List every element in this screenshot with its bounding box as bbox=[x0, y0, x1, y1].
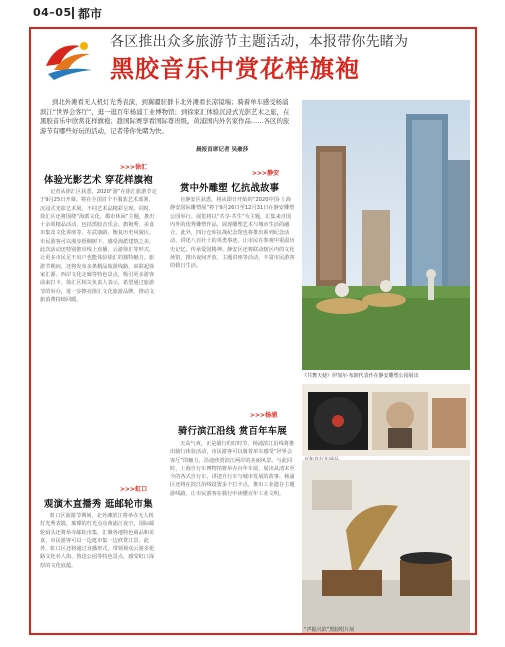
section-title: 观演木直播秀 逛邮轮市集 bbox=[44, 499, 153, 510]
district-tag: >>>虹口 bbox=[120, 486, 148, 493]
lead-paragraph: 到北外滩看无人机灯光秀表演，到翼疆驻群卡北外滩看长凉镜端；骑着单车感受杨浦滨江“世界会客厅”，逛一逛百年杨浦工业博物馆；到徐家汇体验沉浸式光影艺术之旅，在黑胶音乐中欣赏花样旗袍；趁国际赛享看国际尊贵级。黄浦国内外名家作品……各区的旅游节有哪些好玩的活动，记者带你先睹为快。 bbox=[40, 98, 290, 135]
section-name: 都市 bbox=[78, 7, 103, 21]
headline-title: 黑胶音乐中赏花样旗袍 bbox=[110, 55, 360, 83]
section-title: 骑行滨江沿线 赏百年车展 bbox=[178, 426, 287, 437]
gramophone-exhibit-photo bbox=[302, 460, 470, 633]
district-tag: >>>徐汇 bbox=[120, 164, 148, 171]
headline-subtitle: 各区推出众多旅游节主题活动，本报带你先睹为 bbox=[110, 34, 409, 50]
section-title: 赏中外雕塑 忆抗战故事 bbox=[180, 183, 280, 194]
photo-caption: 《共舞天使》伊加尔·布朗代表作在静安雕塑公园展出 bbox=[302, 373, 419, 379]
article-body: 自静安区获悉，将从即日开始的“2020中国·上海静安国际雕塑展”将于9月26日至12月31日在静安雕塑公园举行。展览将以“共享·共生”为主题，汇集来自国内外的优秀雕塑作品，展现雕塑艺术与城市生活的融合。此外，四行仓库抗战纪念馆也将推出系列纪念活动，讲述八百壮士的英勇事迹，让市民在参观中重温历史记忆、传承爱国精神。静安区还将联动辖区内的文化场馆，推出夜间开放、主题讲座等活动，丰富市民游客的假日生活。 bbox=[170, 197, 295, 270]
article-body: 天高气爽，正是骑行的好时节。杨浦滨江沿线将推出骑行体验活动，市民游客可以骑着单车感受“世界会客厅”的魅力，沿途欣赏滨江两岸的美丽风景。与此同时，上海自行车博物馆将举办百年车展，展出从清末至今的各式自行车，讲述自行车与城市发展的故事。杨浦区还将在滨江沿线设置多个打卡点，推出工业遗存主题游线路，让市民游客在骑行中读懂百年工业文明。 bbox=[170, 441, 295, 497]
page-number: 04–05 bbox=[33, 6, 72, 19]
page-header bbox=[0, 0, 505, 24]
record-illustration bbox=[302, 384, 470, 456]
section-title: 体验光影艺术 穿花样旗袍 bbox=[44, 175, 153, 186]
sculpture-park-photo bbox=[302, 100, 470, 370]
gramophone-illustration bbox=[302, 460, 470, 633]
photo-caption: “声振兴滨”黑胶唱片展 bbox=[304, 627, 355, 633]
district-tag: >>>杨浦 bbox=[250, 412, 278, 419]
header-divider bbox=[72, 7, 74, 19]
article-body: 虹口区旅游节期间，北外滩滨江将举办无人机灯光秀表演，璀璨的灯光点亮黄浦江夜空。国际邮轮码头还将举办邮轮市集，汇聚各地特色商品和美食，市民游客可以一边逛市集一边欣赏江景。此外，虹口区还将通过直播形式，带领观众云游多伦路文化名人街、鲁迅公园等特色景点，感受虹口深厚的文化底蕴。 bbox=[40, 513, 155, 569]
sculpture-park-illustration bbox=[302, 100, 470, 370]
tourism-festival-logo bbox=[40, 36, 96, 84]
record-exhibit-photo bbox=[302, 384, 470, 456]
lead-credit: 晨报首席记者 吴豪莎 bbox=[196, 147, 249, 153]
article-body: 记者从徐汇区获悉，2020“游”在徐汇旅游节定于9月25日开幕。将在全国首个不服装艺术部署、沉浸式光影艺术展，不同艺术品精彩呈现。同时，徐汇区还将围绕“海派文化、都市休闲”主题，推出十余项精品活动，包括黑胶音乐会、旗袍秀、美食市集及文化讲座等。在武康路、衡复历史风貌区，市民游客可以漫步梧桐树下，感受海派建筑之美。此次活动还特别推出线上直播、云游徐汇等形式，让更多市民足不出户也能体验徐汇的独特魅力。旅游节期间，还将发布多条精品旅游线路，串联起徐家汇源、西岸文化走廊等特色景点，吸引更多游客前来打卡。徐汇区相关负责人表示，希望通过旅游节的举办，进一步擦亮徐汇文化旅游品牌，推动文旅消费持续回暖。 bbox=[40, 189, 157, 303]
district-tag: >>>静安 bbox=[252, 170, 280, 177]
